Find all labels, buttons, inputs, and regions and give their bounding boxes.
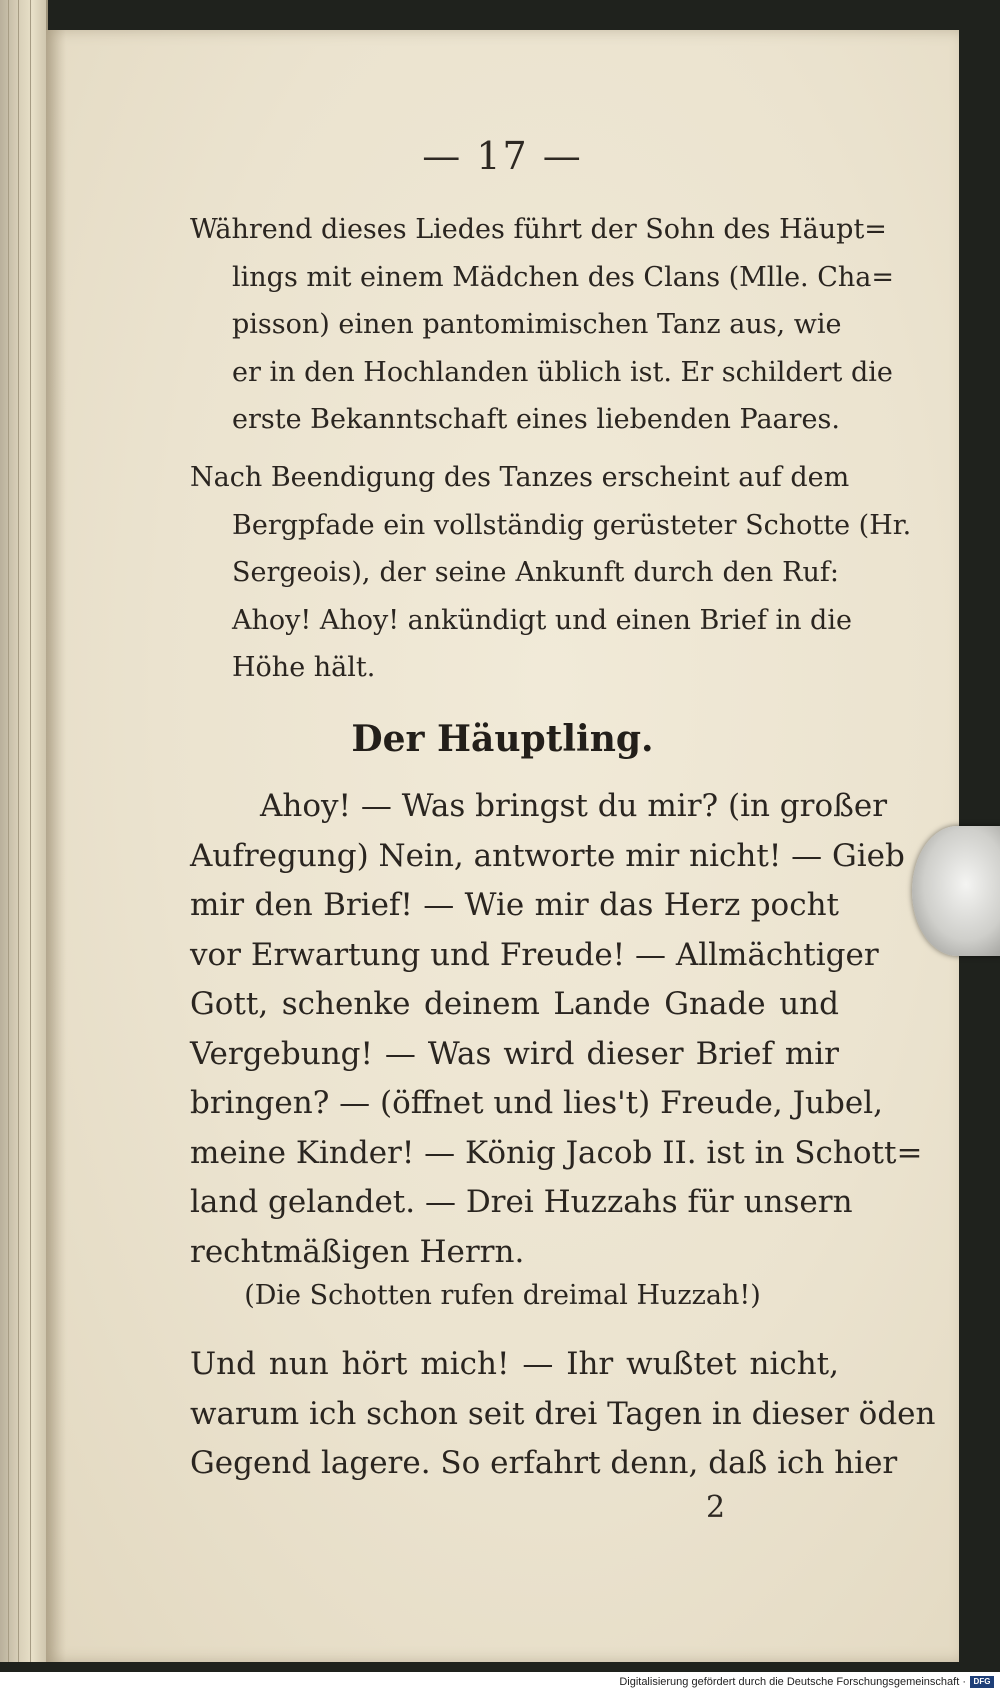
- speech-line: meine Kinder! — König Jacob II. ist in Schott=: [190, 1134, 923, 1171]
- speech-line: land gelandet. — Drei Huzzahs für unsern: [190, 1184, 853, 1220]
- signature-mark: 2: [706, 1490, 726, 1525]
- page-edge-line: [30, 0, 31, 1662]
- dfg-logo: DFG: [970, 1676, 994, 1688]
- speech-line: Gegend lagere. So erfahrt denn, daß ich hier: [190, 1445, 898, 1481]
- stage-line: pisson) einen pantomimischen Tanz aus, wie: [232, 309, 842, 340]
- stage-direction-1: [190, 206, 894, 444]
- page-gutter-shadow: [46, 30, 66, 1662]
- speech-line: Vergebung! — Was wird dieser Brief mir: [190, 1035, 839, 1072]
- speech-line: Und nun hört mich! — Ihr wußtet nicht,: [190, 1346, 839, 1382]
- speech-line: rechtmäßigen Herrn.: [190, 1233, 525, 1270]
- stage-line: Nach Beendigung des Tanzes erscheint auf dem: [190, 462, 850, 493]
- stage-direction-2: [190, 454, 912, 692]
- stage-line: er in den Hochlanden üblich ist. Er schildert die: [232, 356, 893, 388]
- page-edge-line: [18, 0, 19, 1662]
- adjacent-page-edges: [0, 0, 48, 1662]
- speech-line: warum ich schon seit drei Tagen in dieser öden: [190, 1395, 936, 1432]
- speech-line: Ahoy! — Was bringst du mir? (in großer: [260, 788, 888, 824]
- speech-block-2: [190, 1340, 936, 1489]
- stage-line: Ahoy! Ahoy! ankündigt und einen Brief in die: [232, 604, 852, 636]
- speaker-heading: Der Häuptling.: [351, 718, 654, 760]
- stage-line: Bergpfade ein vollständig gerüsteter Schotte (Hr.: [232, 509, 912, 541]
- speech-block: [190, 782, 923, 1277]
- book-page: [46, 30, 959, 1662]
- stage-line: erste Bekanntschaft eines liebenden Paares.: [232, 404, 840, 435]
- speech-line: mir den Brief! — Wie mir das Herz pocht: [190, 887, 839, 923]
- footer-credit: Digitalisierung gefördert durch die Deutsche Forschungsgemeinschaft ·: [619, 1676, 966, 1688]
- stage-line: Sergeois), der seine Ankunft durch den Ruf:: [232, 557, 839, 588]
- stage-line: Während dieses Liedes führt der Sohn des Häupt=: [190, 214, 887, 245]
- digitization-footer: [0, 1672, 1000, 1692]
- stage-line: Höhe hält.: [232, 652, 376, 683]
- page-number: — 17 —: [422, 134, 583, 178]
- page-holder-clip: [912, 826, 1000, 956]
- speech-line: vor Erwartung und Freude! — Allmächtiger: [190, 936, 879, 973]
- stage-line: lings mit einem Mädchen des Clans (Mlle. Cha=: [232, 261, 894, 293]
- speech-line: Gott, schenke deinem Lande Gnade und: [190, 986, 839, 1022]
- speech-line: bringen? — (öffnet und lies't) Freude, Jubel,: [190, 1085, 883, 1121]
- page-edge-line: [8, 0, 9, 1662]
- speech-line: Aufregung) Nein, antworte mir nicht! — Gieb: [190, 837, 905, 874]
- stage-direction-3: (Die Schotten rufen dreimal Huzzah!): [244, 1280, 761, 1311]
